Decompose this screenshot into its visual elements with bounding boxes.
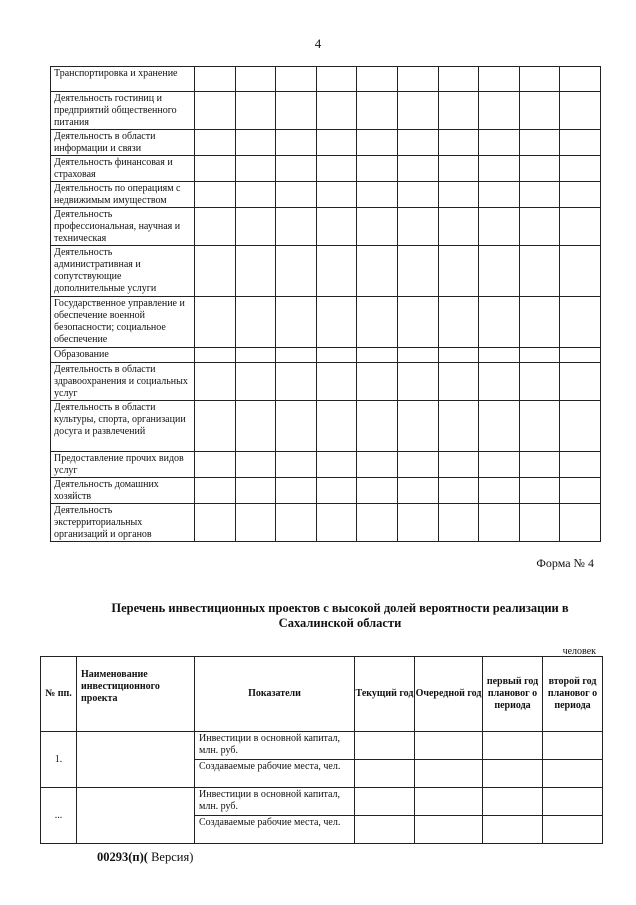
- value-cell: [235, 246, 276, 297]
- value-cell: [397, 452, 438, 478]
- activity-row: [51, 363, 601, 401]
- value-cell: [235, 67, 276, 92]
- indicator-label: Инвестиции в основной капитал, млн. руб.: [195, 788, 355, 816]
- value-cell: [357, 246, 398, 297]
- value-cell: [235, 478, 276, 504]
- value-cell: [397, 478, 438, 504]
- value-cell: [316, 478, 357, 504]
- value-cell: [316, 297, 357, 348]
- value-cell: [195, 348, 236, 363]
- value-cell: [438, 208, 479, 246]
- value-cell: [560, 130, 601, 156]
- activity-label: Деятельность в области информации и связи: [51, 130, 195, 156]
- value-cell: [397, 297, 438, 348]
- value-cell: [560, 208, 601, 246]
- value-cell: [316, 363, 357, 401]
- value-cell: [397, 348, 438, 363]
- value-cell: [235, 156, 276, 182]
- value-cell: [479, 246, 520, 297]
- value-cell: [438, 452, 479, 478]
- value-cell: [195, 297, 236, 348]
- value-cell: [479, 156, 520, 182]
- value-cell: [438, 156, 479, 182]
- value-cell: [479, 363, 520, 401]
- document-footer: [97, 850, 193, 865]
- value-cell: [357, 182, 398, 208]
- value-cell: [438, 401, 479, 452]
- value-cell: [276, 130, 317, 156]
- activity-label: Деятельность гостиниц и предприятий общественного питания: [51, 92, 195, 130]
- activity-row: [51, 246, 601, 297]
- activity-label: Деятельность профессиональная, научная и техническая: [51, 208, 195, 246]
- value-cell: [438, 363, 479, 401]
- value-cell: [560, 92, 601, 130]
- value-cell: [235, 452, 276, 478]
- project-name-cell: [77, 732, 195, 788]
- activity-label: Деятельность в области культуры, спорта, организации досуга и развлечений: [51, 401, 195, 452]
- value-cell: [355, 816, 415, 844]
- value-cell: [438, 130, 479, 156]
- value-cell: [519, 348, 560, 363]
- header-current-year: Текущий год: [355, 657, 415, 732]
- value-cell: [276, 182, 317, 208]
- value-cell: [397, 92, 438, 130]
- value-cell: [543, 788, 603, 816]
- value-cell: [479, 504, 520, 542]
- value-cell: [357, 504, 398, 542]
- value-cell: [483, 816, 543, 844]
- value-cell: [316, 67, 357, 92]
- value-cell: [276, 297, 317, 348]
- activity-label: Деятельность административная и сопутствующие дополнительные услуги: [51, 246, 195, 297]
- value-cell: [519, 92, 560, 130]
- value-cell: [483, 760, 543, 788]
- header-indicators: Показатели: [195, 657, 355, 732]
- value-cell: [519, 208, 560, 246]
- value-cell: [415, 760, 483, 788]
- value-cell: [195, 504, 236, 542]
- value-cell: [519, 363, 560, 401]
- value-cell: [276, 363, 317, 401]
- value-cell: [276, 452, 317, 478]
- activity-row: [51, 348, 601, 363]
- value-cell: [235, 208, 276, 246]
- projects-table: [40, 656, 603, 844]
- value-cell: [355, 760, 415, 788]
- form-label: Форма № 4: [536, 556, 594, 570]
- activity-row: [51, 156, 601, 182]
- value-cell: [519, 156, 560, 182]
- project-row: [41, 788, 603, 816]
- activity-row: [51, 208, 601, 246]
- value-cell: [357, 348, 398, 363]
- value-cell: [560, 156, 601, 182]
- activity-label: Деятельность по операциям с недвижимым имуществом: [51, 182, 195, 208]
- value-cell: [479, 348, 520, 363]
- value-cell: [235, 130, 276, 156]
- unit-label: человек: [562, 646, 596, 657]
- value-cell: [316, 182, 357, 208]
- value-cell: [519, 182, 560, 208]
- value-cell: [415, 732, 483, 760]
- value-cell: [357, 130, 398, 156]
- value-cell: [519, 297, 560, 348]
- value-cell: [479, 452, 520, 478]
- value-cell: [276, 401, 317, 452]
- value-cell: [276, 92, 317, 130]
- activity-row: [51, 401, 601, 452]
- value-cell: [543, 760, 603, 788]
- value-cell: [560, 67, 601, 92]
- value-cell: [560, 478, 601, 504]
- value-cell: [397, 363, 438, 401]
- value-cell: [397, 182, 438, 208]
- value-cell: [438, 348, 479, 363]
- activity-row: [51, 452, 601, 478]
- value-cell: [438, 478, 479, 504]
- value-cell: [235, 182, 276, 208]
- value-cell: [276, 504, 317, 542]
- value-cell: [276, 348, 317, 363]
- value-cell: [357, 478, 398, 504]
- value-cell: [560, 504, 601, 542]
- value-cell: [357, 363, 398, 401]
- activity-row: [51, 67, 601, 92]
- activity-row: [51, 504, 601, 542]
- value-cell: [357, 452, 398, 478]
- value-cell: [357, 297, 398, 348]
- value-cell: [357, 67, 398, 92]
- value-cell: [316, 504, 357, 542]
- activity-table: [50, 66, 601, 542]
- value-cell: [560, 348, 601, 363]
- value-cell: [479, 208, 520, 246]
- value-cell: [560, 297, 601, 348]
- header-second-plan-year: второй год плановог о периода: [543, 657, 603, 732]
- value-cell: [195, 401, 236, 452]
- value-cell: [235, 401, 276, 452]
- value-cell: [560, 363, 601, 401]
- value-cell: [235, 92, 276, 130]
- value-cell: [415, 816, 483, 844]
- value-cell: [483, 732, 543, 760]
- page-number: 4: [314, 36, 322, 51]
- value-cell: [397, 246, 438, 297]
- footer-version: Версия): [147, 850, 194, 864]
- value-cell: [195, 478, 236, 504]
- value-cell: [195, 156, 236, 182]
- value-cell: [195, 92, 236, 130]
- project-number: 1.: [41, 732, 77, 788]
- value-cell: [543, 732, 603, 760]
- value-cell: [316, 156, 357, 182]
- value-cell: [519, 504, 560, 542]
- value-cell: [479, 478, 520, 504]
- activity-label: Предоставление прочих видов услуг: [51, 452, 195, 478]
- section-title: Перечень инвестиционных проектов с высокой долей вероятности реализации в Сахалинской области: [111, 601, 569, 630]
- value-cell: [235, 504, 276, 542]
- value-cell: [438, 504, 479, 542]
- activity-label: Деятельность финансовая и страховая: [51, 156, 195, 182]
- value-cell: [235, 297, 276, 348]
- activity-label: Деятельность экстерриториальных организаций и органов: [51, 504, 195, 542]
- activity-label: Транспортировка и хранение: [51, 67, 195, 92]
- value-cell: [316, 92, 357, 130]
- value-cell: [195, 182, 236, 208]
- value-cell: [357, 208, 398, 246]
- activity-label: Государственное управление и обеспечение военной безопасности; социальное обеспечение: [51, 297, 195, 348]
- value-cell: [438, 246, 479, 297]
- header-num: № пп.: [41, 657, 77, 732]
- value-cell: [316, 208, 357, 246]
- value-cell: [438, 182, 479, 208]
- activity-label: Деятельность в области здравоохранения и социальных услуг: [51, 363, 195, 401]
- value-cell: [276, 478, 317, 504]
- value-cell: [438, 67, 479, 92]
- projects-table-header: [41, 657, 603, 732]
- activity-row: [51, 297, 601, 348]
- project-number: ...: [41, 788, 77, 844]
- value-cell: [479, 92, 520, 130]
- value-cell: [195, 130, 236, 156]
- value-cell: [357, 92, 398, 130]
- activity-row: [51, 130, 601, 156]
- value-cell: [397, 156, 438, 182]
- value-cell: [276, 67, 317, 92]
- activity-label: Образование: [51, 348, 195, 363]
- project-row: [41, 732, 603, 760]
- value-cell: [560, 182, 601, 208]
- value-cell: [276, 208, 317, 246]
- value-cell: [543, 816, 603, 844]
- value-cell: [195, 208, 236, 246]
- project-name-cell: [77, 788, 195, 844]
- indicator-label: Инвестиции в основной капитал, млн. руб.: [195, 732, 355, 760]
- value-cell: [560, 401, 601, 452]
- value-cell: [195, 363, 236, 401]
- value-cell: [195, 67, 236, 92]
- activity-row: [51, 92, 601, 130]
- value-cell: [438, 92, 479, 130]
- value-cell: [316, 452, 357, 478]
- value-cell: [276, 246, 317, 297]
- value-cell: [519, 67, 560, 92]
- activity-label: Деятельность домашних хозяйств: [51, 478, 195, 504]
- value-cell: [415, 788, 483, 816]
- value-cell: [479, 130, 520, 156]
- header-first-plan-year: первый год плановог о периода: [483, 657, 543, 732]
- value-cell: [560, 246, 601, 297]
- value-cell: [438, 297, 479, 348]
- value-cell: [235, 348, 276, 363]
- indicator-label: Создаваемые рабочие места, чел.: [195, 816, 355, 844]
- header-project-name: Наименование инвестиционного проекта: [77, 657, 195, 732]
- value-cell: [519, 401, 560, 452]
- value-cell: [316, 130, 357, 156]
- value-cell: [397, 130, 438, 156]
- value-cell: [519, 130, 560, 156]
- value-cell: [397, 67, 438, 92]
- value-cell: [276, 156, 317, 182]
- value-cell: [479, 182, 520, 208]
- value-cell: [235, 363, 276, 401]
- value-cell: [519, 452, 560, 478]
- value-cell: [316, 246, 357, 297]
- value-cell: [479, 297, 520, 348]
- value-cell: [519, 246, 560, 297]
- activity-row: [51, 182, 601, 208]
- value-cell: [195, 452, 236, 478]
- value-cell: [483, 788, 543, 816]
- activity-row: [51, 478, 601, 504]
- value-cell: [355, 732, 415, 760]
- value-cell: [479, 401, 520, 452]
- footer-code: 00293(п)(: [97, 850, 148, 864]
- value-cell: [397, 401, 438, 452]
- value-cell: [316, 348, 357, 363]
- value-cell: [397, 208, 438, 246]
- value-cell: [355, 788, 415, 816]
- value-cell: [316, 401, 357, 452]
- value-cell: [560, 452, 601, 478]
- value-cell: [357, 156, 398, 182]
- indicator-label: Создаваемые рабочие места, чел.: [195, 760, 355, 788]
- header-next-year: Очередной год: [415, 657, 483, 732]
- value-cell: [397, 504, 438, 542]
- value-cell: [195, 246, 236, 297]
- value-cell: [479, 67, 520, 92]
- value-cell: [519, 478, 560, 504]
- value-cell: [357, 401, 398, 452]
